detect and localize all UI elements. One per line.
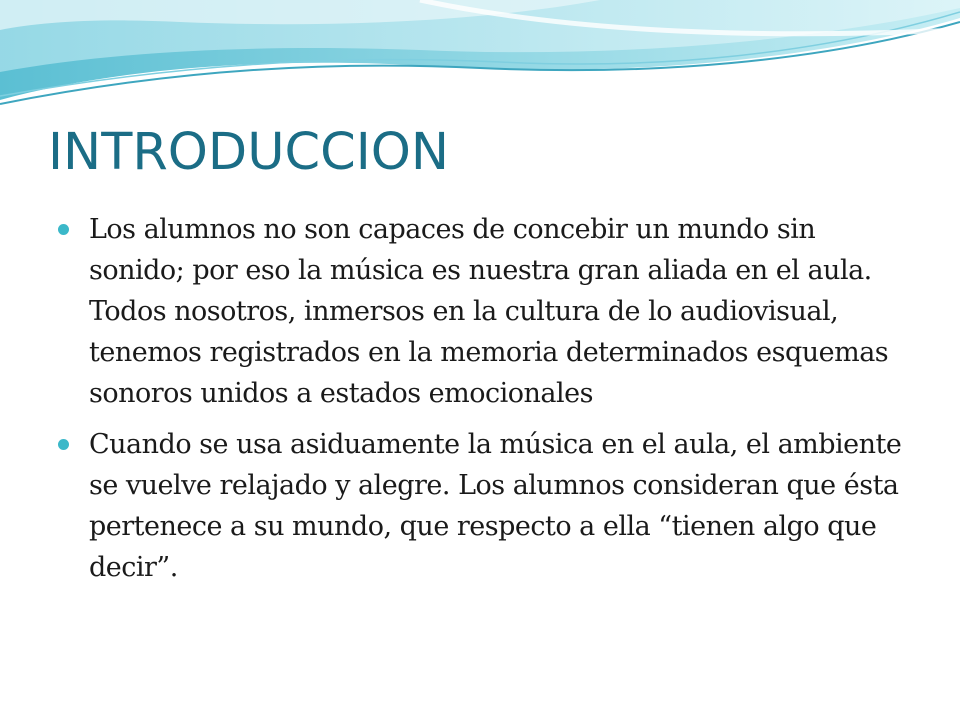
bullet-list: [64, 209, 914, 598]
bullet-dot-icon: [58, 439, 69, 450]
bullet-item: [64, 209, 914, 414]
bullet-text: Cuando se usa asiduamente la música en el aula, el ambiente se vuelve relajado y alegre. Los alumnos consideran que ésta pertenece a su mundo, que respecto a ella “tienen algo que decir”.: [89, 429, 902, 583]
bullet-text: Los alumnos no son capaces de concebir un mundo sin sonido; por eso la música es nuestra gran aliada en el aula. Todos nosotros, inmersos en la cultura de lo audiovisual, tenemos registrados en la memoria determinados esquemas sonoros unidos a estados emocionales: [89, 214, 889, 409]
header-wave-decoration: [0, 0, 960, 120]
bullet-item: [64, 424, 914, 588]
bullet-dot-icon: [58, 224, 69, 235]
slide-title: INTRODUCCION: [48, 123, 450, 182]
